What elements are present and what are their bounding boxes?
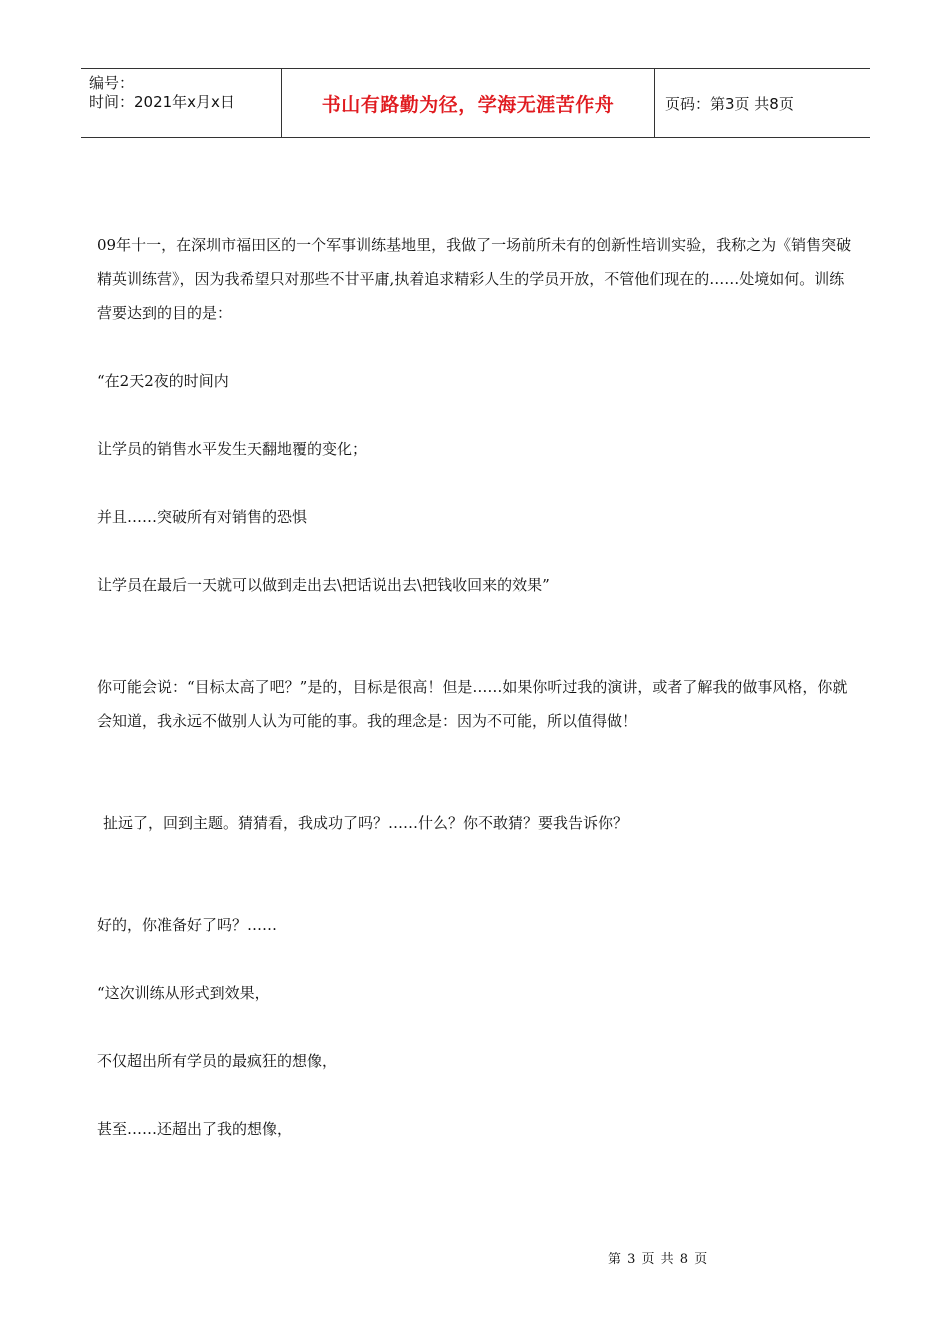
quote-line-3: 并且……突破所有对销售的恐惧: [97, 508, 308, 526]
header-meta-cell: [81, 69, 282, 137]
paragraph-goal: 你可能会说：“目标太高了吧？”是的，目标是很高！但是……如果你听过我的演讲，或者了解我的做事风格，你就会知道，我永远不做别人认为可能的事。我的理念是：因为不可能，所以值得做！: [97, 678, 848, 730]
quote-line-1: “在2天2夜的时间内: [97, 372, 229, 390]
document-body: [97, 228, 857, 1146]
header-page-indicator: 页码：第3页 共8页: [665, 94, 794, 113]
paragraph-intro: 09年十一，在深圳市福田区的一个军事训练基地里，我做了一场前所未有的创新性培训实验，我称之为《销售突破精英训练营》，因为我希望只对那些不甘平庸,执着追求精彩人生的学员开放，不管他们现在的……处境如何。训练营要达到的目的是：: [97, 236, 852, 322]
result-line-2: 不仅超出所有学员的最疯狂的想像，: [97, 1052, 338, 1070]
header-motto: 书山有路勤为径，学海无涯苦作舟: [282, 69, 655, 137]
paragraph-ready: 好的，你准备好了吗？……: [97, 916, 278, 934]
document-header: [81, 68, 870, 138]
document-number-label: 编号：: [89, 74, 135, 92]
document-time-label: 时间：2021年x月x日: [89, 93, 235, 111]
paragraph-digression: 扯远了，回到主题。猜猜看，我成功了吗？……什么？你不敢猜？要我告诉你？: [103, 814, 629, 832]
page-footer: 第 3 页 共 8 页: [608, 1252, 709, 1267]
result-line-3: 甚至……还超出了我的想像，: [97, 1120, 293, 1138]
quote-line-2: 让学员的销售水平发生天翻地覆的变化；: [97, 440, 368, 458]
quote-line-4: 让学员在最后一天就可以做到走出去\把话说出去\把钱收回来的效果”: [97, 576, 550, 594]
result-line-1: “这次训练从形式到效果，: [97, 984, 270, 1002]
